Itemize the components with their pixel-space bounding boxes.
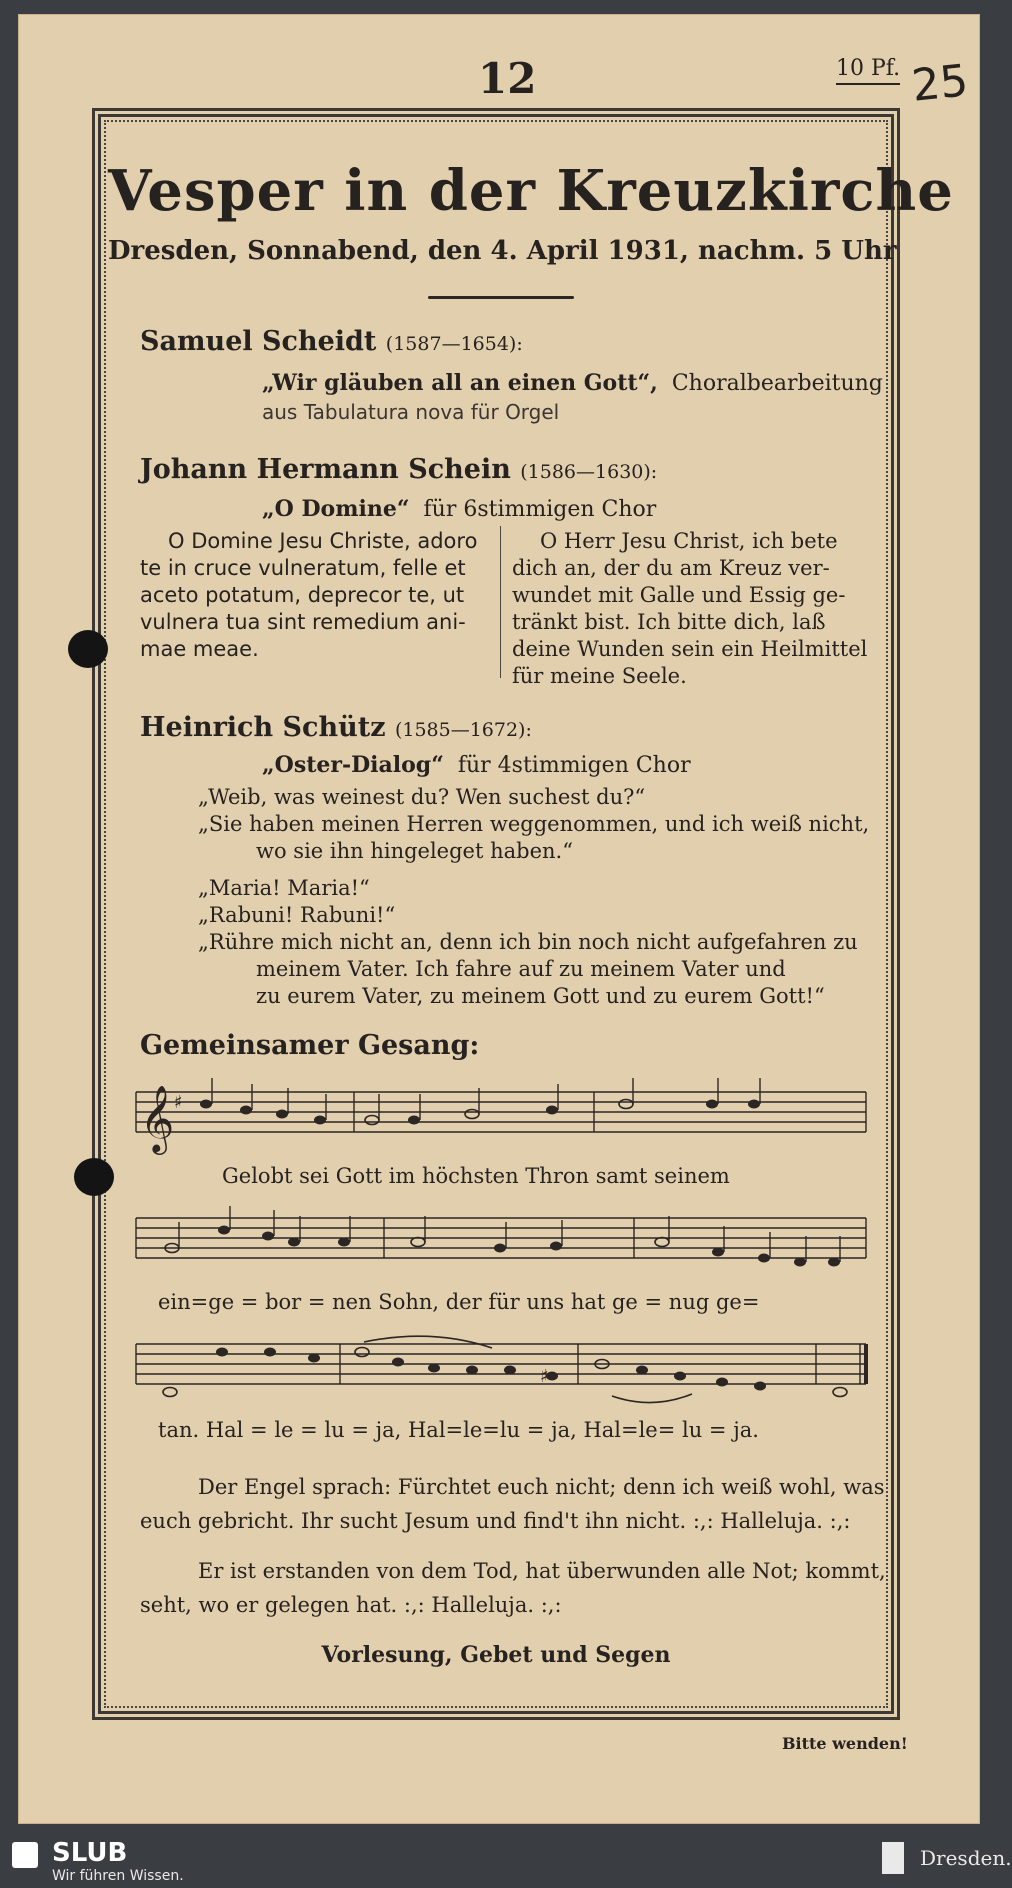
library-name[interactable]: SLUB: [52, 1838, 128, 1868]
german-translation: O Herr Jesu Christ, ich bete dich an, der du am Kreuz ver- wundet mit Galle und Essig ge- tränkt bist. Ich bitte dich, laß deine Wunden sein ein Heilmittel für meine Seele.: [512, 529, 868, 688]
hymn-verse-2: Der Engel sprach: Fürchtet euch nicht; denn ich weiß wohl, was euch gebricht. Ihr sucht Jesum und find't ihn nicht. :,: Halleluja. :,:: [140, 1475, 885, 1533]
svg-text:♯: ♯: [174, 1092, 183, 1113]
dresden-crest-icon[interactable]: [882, 1842, 904, 1874]
svg-text:♯: ♯: [540, 1366, 549, 1387]
music-staff-1: [132, 1084, 872, 1164]
work-schuetz: „Oster-Dialog“ für 4stimmigen Chor: [262, 752, 691, 778]
composer-schuetz: Heinrich Schütz (1585—1672):: [140, 712, 532, 743]
latin-text: O Domine Jesu Christe, adoro te in cruce vulneratum, felle et aceto potatum, deprecor te, ut vulnera tua sint remedium ani- mae meae.: [140, 529, 478, 661]
music-staff-3: [132, 1334, 872, 1414]
column-divider: [500, 526, 501, 678]
music-staff-2: [132, 1206, 872, 1286]
work-source-scheidt: aus Tabulatura nova für Orgel: [262, 400, 560, 424]
composer-dates: (1585—1672):: [394, 719, 532, 741]
work-scheidt: „Wir gläuben all an einen Gott“, Choralbearbeitung: [262, 370, 883, 396]
hymn-lyrics-1: Gelobt sei Gott im höchsten Thron samt seinem: [222, 1164, 730, 1188]
title-divider: [428, 296, 574, 299]
composer-dates: (1587—1654):: [385, 333, 523, 355]
hymn-lyrics-2: ein=ge = bor = nen Sohn, der für uns hat ge = nug ge=: [158, 1290, 760, 1314]
composer-schein: Johann Hermann Schein (1586—1630):: [140, 454, 658, 485]
slub-logo-icon[interactable]: [12, 1842, 38, 1868]
composer-scheidt: Samuel Scheidt (1587—1654):: [140, 326, 523, 357]
dialog-text: „Weib, was weinest du? Wen suchest du?“ „Sie haben meinen Herren weggenommen, und ich weiß nicht, wo sie ihn hingeleget haben.“ „Maria! Maria!“ „Rabuni! Rabuni!“ „Rühre mich nicht an, denn ich bin noch nicht aufgefahren zu meinem Vater. Ich fahre auf zu meinem Vater und zu eurem Vater, zu meinem Gott und zu eurem Gott!“: [198, 785, 870, 1008]
city-name[interactable]: Dresden.: [920, 1846, 1012, 1870]
pencil-annotation: 25: [909, 55, 971, 112]
punch-hole: [68, 630, 108, 668]
program-title: Vesper in der Kreuzkirche: [108, 158, 954, 224]
program-subtitle: Dresden, Sonnabend, den 4. April 1931, nachm. 5 Uhr: [108, 236, 897, 266]
price-label: 10 Pf.: [836, 56, 900, 85]
hymn-heading: Gemeinsamer Gesang:: [140, 1030, 480, 1061]
hymn-lyrics-3: tan. Hal = le = lu = ja, Hal=le=lu = ja, Hal=le= lu = ja.: [158, 1418, 759, 1442]
svg-text:𝄞: 𝄞: [140, 1084, 175, 1152]
work-schein: „O Domine“ für 6stimmigen Chor: [262, 496, 657, 522]
page-number: 12: [478, 54, 537, 103]
closing-line: Vorlesung, Gebet und Segen: [321, 1642, 671, 1668]
library-tagline: Wir führen Wissen.: [52, 1868, 184, 1884]
punch-hole: [74, 1158, 114, 1196]
hymn-verse-3: Er ist erstanden von dem Tod, hat überwunden alle Not; kommt, seht, wo er gelegen hat. :,: Halleluja. :,:: [140, 1559, 886, 1617]
turn-over-note: Bitte wenden!: [782, 1734, 908, 1753]
composer-dates: (1586—1630):: [520, 461, 658, 483]
